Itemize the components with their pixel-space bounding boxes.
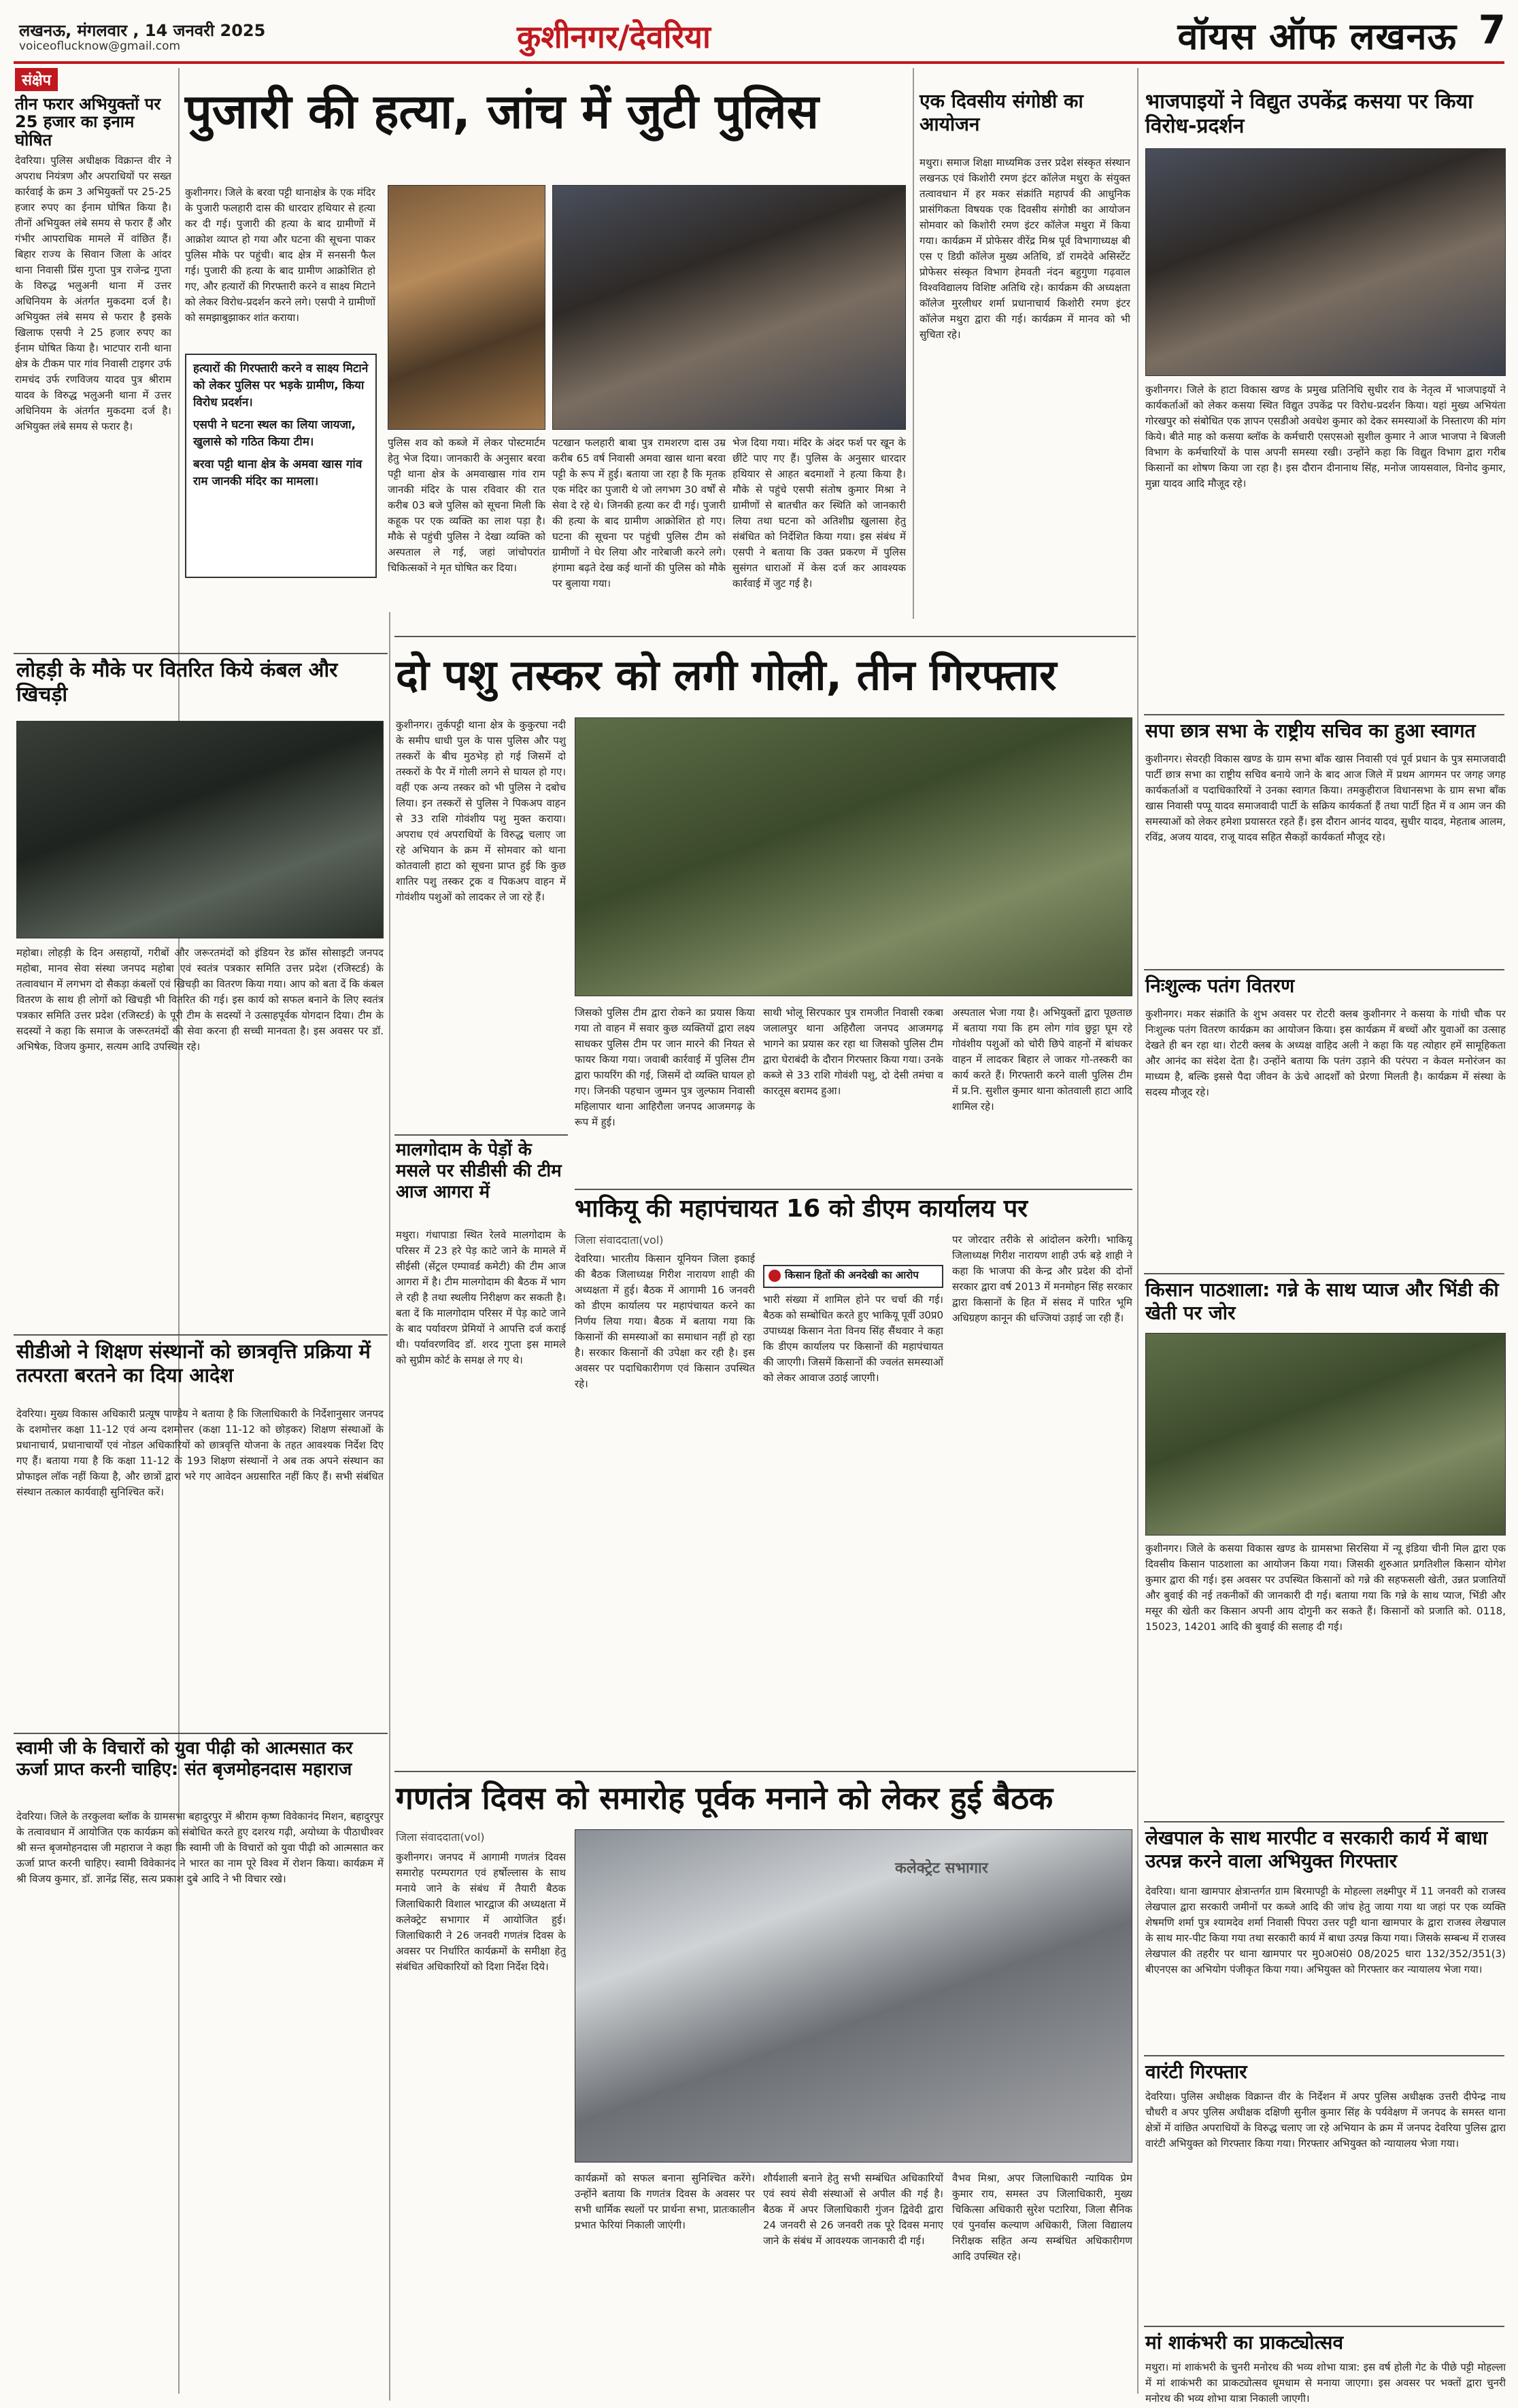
shakambhari-headline: मां शाकंभरी का प्राकट्योत्सव [1145,2331,1344,2354]
crowd-photo [552,185,906,430]
warrant-body: देवरिया। पुलिस अधीक्षक विक्रान्त वीर के निर्देशन में अपर पुलिस अधीक्षक उत्तरी दीपेन्द्र नाथ चौधरी व अपर पुलिस अधीक्षक दक्षिणी सुनील कुमार सिंह के पर्यवेक्षण में जनपद के समस्त थाना क्षेत्रों में वांछित अपराधियों के विरुद्ध चलाए जा रहे अभियान के क्रम में जनपद देवरिया पुलिस द्वारा वारंटी अभियुक्त को गिरफ्तार किया गया। गिरफ्तार अभियुक्त को न्यायालय भेजा गया। [1145,2090,1506,2150]
protest-photo [1145,148,1506,376]
shakambhari-body: मथुरा। मां शाकंभरी के चुनरी मनोरथ की भव्य शोभा यात्रा: इस वर्ष होली गेट के पीछे पट्टी मोहल्ला में मां शाकंभरी का प्राकट्योत्सव धूमधाम से मनाया जाएगा। इस अवसर पर भक्तों द्वारा चुनरी मनोरथ की भव्य शोभा यात्रा निकाली जाएगी। [1145,2361,1506,2405]
meeting-photo [575,1829,1132,2163]
republic-body-2: कार्यक्रमों को सफल बनाना सुनिश्चित करेंगे। उन्होंने बताया कि गणतंत्र दिवस के अवसर पर सभी धार्मिक स्थलों पर प्रार्थना सभा, प्रातःकालीन प्रभात फेरियां निकाली जाएंगी। [575,2172,755,2231]
brief-section [15,68,171,649]
cattle-headline: दो पशु तस्कर को लगी गोली, तीन गिरफ्तार [396,650,1057,700]
lohri-photo [16,721,384,938]
bullet-icon [769,1270,781,1282]
brief-tag: संक्षेप [15,68,58,91]
bhakiyu-body-3: पर जोरदार तरीके से आंदोलन करेगी। भाकियू जिलाध्यक्ष गिरीश नारायण शाही उर्फ बड़े शाही ने कहा कि भाजपा की केन्द्र और प्रदेश की दोनों सरकार द्वारा वर्ष 2013 में मनमोहन सिंह सरकार द्वारा किसानों के हित में संसद में पारित भूमि अधिग्रहण कानून की धज्जियां उड़ाई जा रही हैं। [952,1234,1132,1324]
lead-headline: पुजारी की हत्या, जांच में जुटी पुलिस [185,84,819,139]
kisan-headline: किसान पाठशाला: गन्ने के साथ प्याज और भिंडी की खेती पर जोर [1145,1278,1499,1324]
warrant-headline: वारंटी गिरफ्तार [1145,2061,1247,2083]
priest-photo [388,185,545,430]
masthead-rule [14,61,1504,64]
bhakiyu-subhead: किसान हितों की अनदेखी का आरोप [785,1269,919,1281]
section-divider [394,1134,568,1136]
bhakiyu-headline: भाकियू की महापंचायत 16 को डीएम कार्यालय पर [575,1195,1028,1223]
kite-body: कुशीनगर। मकर संक्रांति के शुभ अवसर पर रोटरी क्लब कुशीनगर ने कसया के गांधी चौक पर निःशुल्क पतंग वितरण कार्यक्रम का आयोजन किया। इस कार्यक्रम में बच्चों और युवाओं का उत्साह देखते ही बन रहा था। रोटरी क्लब के अध्यक्ष वाहिद अली ने कहा कि यह त्योहार हमें सामूहिकता और आनंद का संदेश देता है। उन्होंने बताया कि पतंग उड़ाने की परंपरा न केवल मनोरंजन का माध्यम है, बल्कि इससे पैदा जीवन के ऊंचे आदर्शों को प्रेरणा मिलती है। कार्यक्रम में संस्था के सदस्य मौजूद रहे। [1145,1008,1506,1098]
lohri-headline: लोहड़ी के मौके पर वितरित किये कंबल और खिचड़ी [16,658,338,707]
section-divider [1144,2326,1504,2327]
republic-body-3: शौर्यशाली बनाने हेतु सभी सम्बंधित अधिकारियों एवं स्वयं सेवी संस्थाओं से अपील की गई है। बैठक में अपर जिलाधिकारी गुंजन द्विवेदी द्वारा 24 जनवरी से 26 जनवरी तक पूरे दिवस मनाए जाने के संबंध में आवश्यक जानकारी दी गई। [763,2172,943,2247]
section-divider [394,636,1136,637]
lead-body-4: भेज दिया गया। मंदिर के अंदर फर्श पर खून के छींटे पाए गए हैं। पुलिस के अनुसार धारदार हथियार से आहत बदमाशों ने हत्या किया है। मौके से पहुंचे एसपी संतोष कुमार मिश्रा ने ग्रामीणों से बातचीत कर स्थिति को जानकारी लिया तथा घटना को अतिशीघ्र खुलासा हेतु संबंधित को निर्देशित किया गया। इस संबंध में एसपी ने बताया कि उक्त प्रकरण में पुलिस सुसंगत धाराओं में केस दर्ज कर आवश्यक कार्रवाई में जुट गई है। [732,437,906,590]
malgodam-headline: मालगोदाम के पेड़ों के मसले पर सीडीसी की टीम आज आगरा में [396,1140,562,1203]
kisan-body: कुशीनगर। जिले के कसया विकास खण्ड के ग्रामसभा सिरसिया में न्यू इंडिया चीनी मिल द्वारा एक दिवसीय किसान पाठशाला का आयोजन किया गया। जिसकी शुरुआत प्रगतिशील किसान योगेश कुमार द्वारा की गई। इस अवसर पर उपस्थित किसानों को गन्ने की सहफसली खेती, उन्नत प्रजातियों और बुवाई की नई तकनीकों की जानकारी दी गई। बताया गया कि गन्ने के साथ प्याज, भिंडी और मसूर की खेती कर किसान अपनी आय दोगुनी कर सकते हैं। किसानों को प्रजाति को. 0118, 15023, 14201 आदि की बुवाई की सलाह दी गई। [1145,1542,1506,1633]
police-photo [575,717,1132,996]
section-divider [1144,2055,1504,2056]
bhakiyu-subhead-box [763,1265,943,1288]
section-divider [14,1733,388,1734]
malgodam-body: मथुरा। गंधापाडा स्थित रेलवे मालगोदाम के परिसर में 23 हरे पेड़ काटे जाने के मामले में सीईसी (सेंट्रल एम्पावर्ड कमेटी) की टीम आज आगरा में है। टीम मालगोदाम की बैठक में भाग ले रही है तथा स्थलीय निरीक्षण कर सकती है। बता दें कि मालगोदाम परिसर में पेड़ काटे जाने के बाद पर्यावरण प्रेमियों ने आपत्ति दर्ज कराई थी। पर्यावरणविद डॉ. शरद गुप्ता इस मामले को सुप्रीम कोर्ट के समक्ष ले गए थे। [396,1229,566,1366]
section-divider [1144,714,1504,715]
section-divider [394,1771,1136,1772]
cattle-body-1: कुशीनगर। तुर्कपट्टी थाना क्षेत्र के कुकुरघा नदी के समीप धाधी पुल के पास पुलिस और पशु तस्करों के बीच मुठभेड़ हो गई जिसमें दो तस्करों के पैर में गोली लगने से घायल हो गए। वहीं एक अन्य तस्कर को भी पुलिस ने दबोच लिया। इन तस्करों से पुलिस ने पिकअप वाहन से 33 राशि गोवंशीय पशु मुक्त कराया। अपराध एवं अपराधियों के विरुद्ध चलाए जा रहे अभियान के क्रम में सोमवार को थाना कोतवाली हाटा को सूचना प्राप्त हुई कि कुछ शातिर पशु तस्कर ट्रक व पिकअप वाहन में गोवंशीय पशुओं को लादकर ले जा रहे हैं। [396,719,566,903]
section-divider [14,1334,388,1336]
section-divider [1144,1821,1504,1822]
section-title: कुशीनगर/देवरिया [517,18,711,55]
column-divider [1137,68,1138,2394]
paper-email: voiceoflucknow@gmail.com [19,39,181,53]
republic-byline: जिला संवाददाता(vol) [396,1831,485,1844]
section-divider [1144,969,1504,970]
section-divider [1144,1273,1504,1274]
seminar-body: मथुरा। समाज शिक्षा माध्यमिक उत्तर प्रदेश संस्कृत संस्थान लखनऊ एवं किशोरी रमण इंटर कॉलेज मथुरा के संयुक्त तत्वावधान में हर मकर संक्रांति महापर्व की आधुनिक प्रासंगिकता विषयक एक दिवसीय संगोष्ठी का आयोजन सोमवार को किशोरी रमण इंटर कॉलेज मथुरा में किया गया। कार्यक्रम में प्रोफेसर वीरेंद्र मिश्र पूर्व विभागाध्यक्ष बी एस ए डिग्री कॉलेज मुख्य अतिथि, डॉ रामदेवे असिस्टेंट प्रोफेसर संस्कृत विभाग हेमवती नंदन बहुगुणा गढ़वाल विश्वविद्यालय विशिष्ट अतिथि रहे। कार्यक्रम की अध्यक्षता कॉलेज मुरलीधर शर्मा प्रधानाचार्य किशोरी रमण इंटर कॉलेज मथुरा द्वारा की गई। कार्यक्रम में मानव को भी सुचिता रहे। [920,156,1130,341]
meeting-room-sign: कलेक्ट्रेट सभागार [895,1860,988,1877]
lead-highlight: हत्यारों की गिरफ्तारी करने व साक्ष्य मिटाने को लेकर पुलिस पर भड़के ग्रामीण, किया विरोध प्रदर्शन। [193,362,369,409]
farmers-photo [1145,1333,1506,1536]
column-divider [389,612,390,2401]
lead-highlight: बरवा पट्टी थाना क्षेत्र के अमवा खास गांव राम जानकी मंदिर का मामला। [193,458,362,488]
section-divider [575,1189,1132,1190]
bhakiyu-body-2: भारी संख्या में शामिल होने पर चर्चा की गई। बैठक को सम्बोधित करते हुए भाकियू पूर्वी उ0प्र0 उपाध्यक्ष किसान नेता विनय सिंह सैंथवार ने कहा कि डीएम कार्यालय पर किसानों की महापंचायत की जाएगी। जिसमें किसानों की ज्वलंत समस्याओं को लेकर आवाज उठाई जाएगी। [763,1293,943,1384]
swami-headline: स्वामी जी के विचारों को युवा पीढ़ी को आत्मसात कर ऊर्जा प्राप्त करनी चाहिए: संत बृजमोहनदास महाराज [16,1738,353,1780]
sapa-body: कुशीनगर। सेवरही विकास खण्ड के ग्राम सभा बाँक खास निवासी एवं पूर्व प्रधान के पुत्र समाजवादी पार्टी छात्र सभा का राष्ट्रीय सचिव बनाये जाने के बाद आज जिले में प्रथम आगमन पर जगह जगह कार्यकर्ताओं व पदाधिकारियों ने उनका स्वागत किया। तमकुहीराज विधानसभा के ग्राम सभा बाँक खास निवासी पप्पू यादव समाजवादी पार्टी के सक्रिय कार्यकर्ता हैं तथा पार्टी हित में व आम जन की समस्याओं को लेकर हमेशा प्रयासरत रहते हैं। इस दौरान आनंद यादव, सुधीर यादव, मेहताब आलम, रविंद्र, अजय यादव, राजू यादव सहित सैकड़ों कार्यकर्ता मौजूद रहे। [1145,753,1506,843]
lekhpal-headline: लेखपाल के साथ मारपीट व सरकारी कार्य में बाधा उत्पन्न करने वाला अभियुक्त गिरफ्तार [1145,1827,1488,1872]
lead-body-2: पुलिस शव को कब्जे में लेकर पोस्टमार्टम हेतु भेज दिया। जानकारी के अनुसार बरवा पट्टी थाना क्षेत्र के अमवाखास गांव राम जानकी मंदिर के पास रविवार की रात करीब 03 बजे पुलिस को सूचना मिली कि कहूक पर एक व्यक्ति का लाश पड़ा है। मौके से पहुंची पुलिस ने देखा व्यक्ति को अस्पताल ले गई, जहां जांचोपरांत चिकित्सकों ने मृत घोषित कर दिया। [388,437,545,574]
republic-headline: गणतंत्र दिवस को समारोह पूर्वक मनाने को लेकर हुई बैठक [396,1780,1053,1816]
bjp-body: कुशीनगर। जिले के हाटा विकास खण्ड के प्रमुख प्रतिनिधि सुधीर राव के नेतृत्व में भाजपाइयों ने कार्यकर्ताओं को लेकर कसया स्थित विद्युत उपकेंद्र पर विरोध-प्रदर्शन किया। यहां मुख्य अभियंता गोरखपुर को संबोधित एक ज्ञापन एसडीओ अवधेश कुमार को देकर समस्याओं के निस्तारण की मांग किये। बीते माह को कसया ब्लॉक के कर्मचारी एसएसओ सुशील कुमार ने आज भाजपा ने बिजली विभाग के कर्मचारियों के पास अपनी समस्या रखी। उन्होंने कहा कि विद्युत विभाग द्वारा गरीब किसानों का शोषण किया जा रहा है। इस दौरान दीनानाथ सिंह, मनोज जायसवाल, विनोद कुमार, मुन्ना यादव आदि मौजूद रहे। [1145,384,1506,490]
lead-highlight: एसपी ने घटना स्थल का लिया जायजा, खुलासे को गठित किया टीम। [193,418,356,449]
lekhpal-body: देवरिया। थाना खामपार क्षेत्रान्तर्गत ग्राम बिरमापट्टी के मोहल्ला लक्ष्मीपुर में 11 जनवरी को राजस्व लेखपाल द्वारा सरकारी जमीनों पर कब्जे आदि की जांच हेतु जाया गया था जहां पर एक व्यक्ति शेषमणि शर्मा पुत्र श्यामदेव शर्मा निवासी पिपरा उत्तर पट्टी थाना खामपार के द्वारा राजस्व लेखपाल के साथ मार-पीट किया गया तथा सरकारी कार्य में बाधा उत्पन्न किया गया। जिसके सम्बन्ध में राजस्व लेखपाल की तहरीर पर थाना खामपार पर मु0अ0सं0 08/2025 धारा 132/352/351(3) बीएनएस का अभियोग पंजीकृत किया गया। अभियुक्त को गिरफ्तार कर न्यायालय भेजा गया। [1145,1885,1506,1975]
kite-headline: निःशुल्क पतंग वितरण [1145,974,1295,997]
republic-body-4: वैभव मिश्रा, अपर जिलाधिकारी न्यायिक प्रेम कुमार राय, समस्त उप जिलाधिकारी, मुख्य चिकित्सा अधिकारी सुरेश पटारिया, जिला सैनिक एवं पुनर्वास कल्याण अधिकारी, जिला विद्यालय निरीक्षक सहित अन्य सम्बंधित अधिकारीगण आदि उपस्थित रहे। [952,2172,1132,2262]
bhakiyu-body: देवरिया। भारतीय किसान यूनियन जिला इकाई की बैठक जिलाध्यक्ष गिरीश नारायण शाही की अध्यक्षता में हुई। बैठक में आगामी 16 जनवरी को डीएम कार्यालय पर महापंचायत करने का निर्णय लिया गया। बैठक में बताया गया कि किसानों की समस्याओं का समाधान नहीं हो रहा है। सरकार किसानों की उपेक्षा कर रही है। इस अवसर पर पदाधिकारीगण एवं किसान उपस्थित रहे। [575,1253,755,1390]
cdo-body: देवरिया। मुख्य विकास अधिकारी प्रत्यूष पाण्डेय ने बताया है कि जिलाधिकारी के निर्देशानुसार जनपद के दशमोत्तर कक्षा 11-12 एवं अन्य दशमोत्तर (कक्षा 11-12 को छोड़कर) शिक्षण संस्थाओं के प्रधानाचार्य, प्रधानाचार्यों एवं नोडल अधिकारियों को छात्रवृत्ति योजना के तहत आवश्यक निर्देश दिए गए हैं। बताया गया है कि कक्षा 11-12 के 193 शिक्षण संस्थानों ने अब तक अपने संस्थान का प्रोफाइल लॉक नहीं किया है, और छात्रों द्वारा भरे गए आवेदन अग्रसारित नहीं किए हैं। सभी संबंधित संस्थान तत्काल कार्यवाही सुनिश्चित करें। [16,1408,384,1498]
republic-body-1: कुशीनगर। जनपद में आगामी गणतंत्र दिवस समारोह परम्परागत एवं हर्षोल्लास के साथ मनाये जाने के संबंध में तैयारी बैठक जिलाधिकारी विशाल भारद्वाज की अध्यक्षता में कलेक्ट्रेट सभागार में आयोजित हुई। जिलाधिकारी ने 26 जनवरी गणतंत्र दिवस के अवसर पर निर्धारित कार्यक्रमों के समीक्षा हेतु संबंधित अधिकारियों को दिशा निर्देश दिये। [396,1851,566,1973]
section-divider [14,653,388,654]
dateline: लखनऊ, मंगलवार , 14 जनवरी 2025 [19,21,266,40]
sapa-headline: सपा छात्र सभा के राष्ट्रीय सचिव का हुआ स्वागत [1145,719,1476,742]
seminar-headline: एक दिवसीय संगोष्ठी का आयोजन [920,90,1083,135]
lead-body-1: कुशीनगर। जिले के बरवा पट्टी थानाक्षेत्र के एक मंदिर के पुजारी फलहारी दास की धारदार हथियार से हत्या कर दी गई। पुजारी की हत्या के बाद ग्रामीणों में आक्रोश व्याप्त हो गया और घटना की सूचना पाकर पुलिस मौके पर पहुंची। बाद क्षेत्र में सनसनी फैल गई। पुजारी की हत्या के बाद ग्रामीण आक्रोशित हो गए, और हत्यारों की गिरफ्तारी करने व साक्ष्य मिटाने को लेकर विरोध-प्रदर्शन करने लगे। एसपी ने ग्रामीणों को समझाबुझाकर शांत कराया। [185,186,375,324]
cattle-body-3: साथी भोलू सिरपकार पुत्र रामजीत निवासी रकबा जलालपुर थाना अहिरौला जनपद आजमगढ़ भागने का प्रयास कर रहा था जिसको पुलिस टीम द्वारा घेराबंदी के दौरान गिरफ्तार किया गया। उनके कब्जे से 33 राशि गोवंशी पशु, दो देसी तमंचा व कारतूस बरामद हुआ। [763,1006,943,1097]
brief-headline: तीन फरार अभियुक्तों पर 25 हजार का इनाम घोषित [15,95,161,150]
brief-body: देवरिया। पुलिस अधीक्षक विक्रान्त वीर ने अपराध नियंत्रण और अपराधियों पर सख्त कार्रवाई के क्रम 3 अभियुक्तों पर 25-25 हजार रुपए का ईनाम घोषित किया है। तीनों अभियुक्त लंबे समय से फरार हैं और गंभीर आपराधिक मामले में वांछित हैं। बिहार राज्य के सिवान जिला के आंदर थाना निवासी प्रिंस गुप्ता पुत्र राजेन्द्र गुप्ता के विरुद्ध भलुअनी थाना में उत्तर अधिनियम के अंतर्गत मुकदमा दर्ज है। अभियुक्त लंबे समय से फरार है इसके खिलाफ एसपी ने 25 हजार रुपए का ईनाम घोषित किया है। भाटपार रानी थाना क्षेत्र के टीकम पार गांव निवासी टाइगर उर्फ रामचंद उर्फ रणविजय यादव पुत्र श्रीराम यादव के विरुद्ध भलुअनी थाना में उत्तर अधिनियम के अंतर्गत मुकदमा दर्ज है। अभियुक्त लंबे समय से फरार है। [15,154,171,433]
page-number: 7 [1478,7,1506,53]
column-divider [913,68,914,619]
lead-body-3: पटखान फलहारी बाबा पुत्र रामशरण दास उम्र करीब 65 वर्ष निवासी अमवा खास थाना बरवा पट्टी के रूप में हुई। बताया जा रहा है कि मृतक एक मंदिर का पुजारी थे जो लगभग 30 वर्षों से सेवा दे रहे थे। जिनकी हत्या कर दी गई। पुजारी की हत्या के बाद ग्रामीण आक्रोशित हो गए। घटना की सूचना पर पहुंची पुलिस टीम को ग्रामीणों ने घेर लिया और नारेबाजी करने लगे। हंगामा बढ़ते देख कई थानों की पुलिस को मौके पर बुलाया गया। [552,437,726,590]
swami-body: देवरिया। जिले के तरकुलवा ब्लॉक के ग्रामसभा बहादुरपुर में श्रीराम कृष्ण विवेकानंद मिशन, बहादुरपुर के तत्वावधान में आयोजित एक कार्यक्रम को संबोधित करते हुए दशरथ गढ़ी, अयोध्या के पीठाधीश्वर श्री सन्त बृजमोहनदास जी महाराज ने कहा कि स्वामी जी के विचारों को युवा पीढ़ी को आत्मसात कर ऊर्जा प्राप्त करनी चाहिए। स्वामी विवेकानंद ने भारत का नाम पूरे विश्व में रोशन किया। कार्यक्रम में श्री विजय कुमार, डॉ. ज्ञानेंद्र सिंह, सत्य प्रकाश दुबे आदि ने भी विचार रखे। [16,1810,384,1885]
bjp-headline: भाजपाइयों ने विद्युत उपकेंद्र कसया पर किया विरोध-प्रदर्शन [1145,90,1473,138]
bhakiyu-byline: जिला संवाददाता(vol) [575,1234,664,1247]
lead-highlights [185,354,377,578]
paper-name: वॉयस ऑफ लखनऊ [1177,15,1457,58]
lohri-body: महोबा। लोहड़ी के दिन असहायों, गरीबों और जरूरतमंदों को इंडियन रेड क्रॉस सोसाइटी जनपद महोबा, मानव सेवा संस्था जनपद महोबा एवं स्वतंत्र पत्रकार समिति उत्तर प्रदेश (रजिस्टर्ड) के तत्वावधान में लगभग दो सैकड़ा कंबलों एवं खिचड़ी का वितरण किया गया। आप को बता दें कि कंबल वितरण के साथ ही लोगों को खिचड़ी भी वितरित की गई। इस कार्य को सफल बनाने के लिए स्वतंत्र पत्रकार समिति उत्तर प्रदेश (रजिस्टर्ड) के पूरी टीम के सदस्यों ने उत्साहपूर्वक योगदान दिया। टीम के सदस्यों ने कहा कि समाज के जरूरतमंदों की सेवा करना ही सच्ची मानवता है। इस अवसर पर डॉ. अभिषेक, विजय कुमार, सत्यम आदि उपस्थित रहे। [16,947,384,1053]
cdo-headline: सीडीओ ने शिक्षण संस्थानों को छात्रवृत्ति प्रक्रिया में तत्परता बरतने का दिया आदेश [16,1340,371,1387]
cattle-body-2: जिसको पुलिस टीम द्वारा रोकने का प्रयास किया गया तो वाहन में सवार कुछ व्यक्तियों द्वारा लक्ष्य साधकर पुलिस टीम पर जान मारने की नियत से फायर किया गया। जवाबी कार्रवाई में पुलिस टीम द्वारा फायरिंग की गई, जिसमें दो व्यक्ति घायल हो गए। जिनकी पहचान जुम्मन पुत्र जुल्फाम निवासी महिलापार थाना आहिरौला जनपद आजमगढ़ के रूप में हुई। [575,1006,755,1128]
cattle-body-4: अस्पताल भेजा गया है। अभियुक्तों द्वारा पूछताछ में बताया गया कि हम लोग गांव छुट्टा घूम रहे गोवंशीय पशुओं को चोरी छिपे वाहनों में बांधकर वाहन में लादकर बिहार ले जाकर गो-तस्करी का कार्य करते हैं। गिरफ्तारी करने वाली पुलिस टीम में प्र.नि. सुशील कुमार थाना कोतवाली हाटा आदि शामिल रहे। [952,1006,1132,1113]
